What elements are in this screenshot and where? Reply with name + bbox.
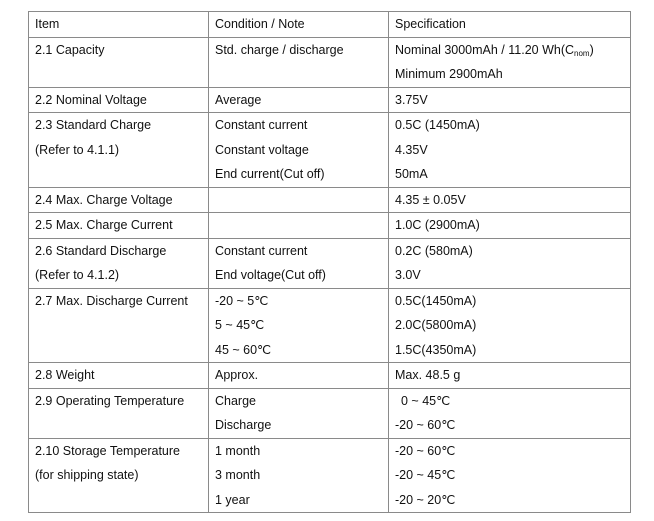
spec-table-container <box>28 11 630 513</box>
condition-cell <box>209 187 389 213</box>
table-row <box>29 213 631 239</box>
item-cell: 2.6 Standard Discharge (Refer to 4.1.2) <box>29 238 209 288</box>
spec-cell: 0 ~ 45℃ -20 ~ 60℃ <box>389 388 631 438</box>
table-row <box>29 288 631 363</box>
item-cell: 2.8 Weight <box>29 363 209 389</box>
table-row <box>29 187 631 213</box>
spec-cell: 3.75V <box>389 87 631 113</box>
spec-text: Nominal 3000mAh / 11.20 Wh(C <box>395 42 575 57</box>
battery-spec-table <box>28 11 631 513</box>
table-row <box>29 388 631 438</box>
table-row <box>29 113 631 188</box>
condition-cell: Charge Discharge <box>209 388 389 438</box>
table-row <box>29 438 631 513</box>
item-cell: 2.2 Nominal Voltage <box>29 87 209 113</box>
item-cell: 2.4 Max. Charge Voltage <box>29 187 209 213</box>
condition-cell <box>209 213 389 239</box>
spec-cell: Max. 48.5 g <box>389 363 631 389</box>
condition-cell: Std. charge / discharge <box>209 37 389 87</box>
table-row <box>29 87 631 113</box>
header-specification: Specification <box>389 12 631 38</box>
condition-cell: -20 ~ 5℃ 5 ~ 45℃ 45 ~ 60℃ <box>209 288 389 363</box>
condition-cell: Constant current End voltage(Cut off) <box>209 238 389 288</box>
header-condition: Condition / Note <box>209 12 389 38</box>
spec-cell: 0.5C (1450mA) 4.35V 50mA <box>389 113 631 188</box>
condition-cell: Approx. <box>209 363 389 389</box>
spec-subscript: nom <box>574 48 590 58</box>
spec-cell: 0.2C (580mA) 3.0V <box>389 238 631 288</box>
item-cell: 2.7 Max. Discharge Current <box>29 288 209 363</box>
spec-cell: 4.35 ± 0.05V <box>389 187 631 213</box>
header-row <box>29 12 631 38</box>
spec-cell: -20 ~ 60℃ -20 ~ 45℃ -20 ~ 20℃ <box>389 438 631 513</box>
condition-cell: Constant current Constant voltage End current(Cut off) <box>209 113 389 188</box>
spec-cell: Nominal 3000mAh / 11.20 $Wh(C_{nom})$ Minimum 2900mAh <box>389 37 631 87</box>
condition-cell: Average <box>209 87 389 113</box>
table-row <box>29 37 631 87</box>
spec-tail: ) <box>589 42 594 57</box>
item-cell: 2.5 Max. Charge Current <box>29 213 209 239</box>
table-row <box>29 238 631 288</box>
condition-cell: 1 month 3 month 1 year <box>209 438 389 513</box>
table-row <box>29 363 631 389</box>
item-cell: 2.1 Capacity <box>29 37 209 87</box>
spec-cell: 0.5C(1450mA) 2.0C(5800mA) 1.5C(4350mA) <box>389 288 631 363</box>
item-cell: 2.3 Standard Charge (Refer to 4.1.1) <box>29 113 209 188</box>
item-cell: 2.10 Storage Temperature (for shipping state) <box>29 438 209 513</box>
header-item: Item <box>29 12 209 38</box>
item-cell: 2.9 Operating Temperature <box>29 388 209 438</box>
spec-cell: 1.0C (2900mA) <box>389 213 631 239</box>
